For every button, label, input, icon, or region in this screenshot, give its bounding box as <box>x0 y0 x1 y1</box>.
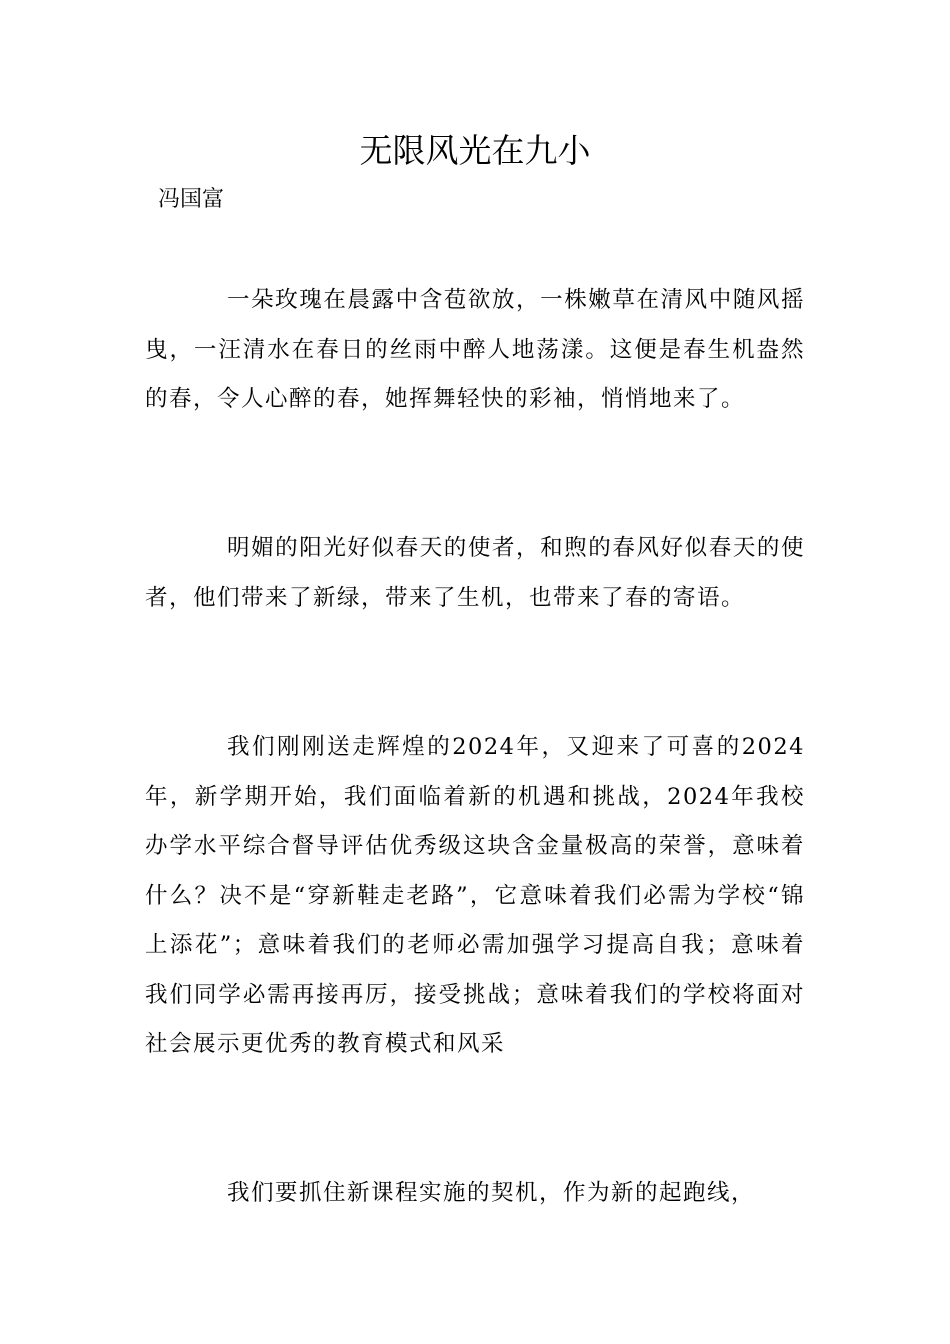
paragraph-4: 我们要抓住新课程实施的契机，作为新的起跑线， <box>227 1180 756 1206</box>
paragraph-1: 一朵玫瑰在晨露中含苞欲放，一株嫩草在清风中随风摇曳，一汪清水在春日的丝雨中醉人地荡漾。这便是春生机盎然的春，令人心醉的春，她挥舞轻快的彩袖，悄悄地来了。 <box>145 287 805 412</box>
paragraph-3: 我们刚刚送走辉煌的2024年，又迎来了可喜的2024年，新学期开始，我们面临着新的机遇和挑战，2024年我校办学水平综合督导评估优秀级这块含金量极高的荣誉，意味着什么？决不是“穿新鞋走老路”，它意味着我们必需为学校“锦上添花”；意味着我们的老师必需加强学习提高自我；意味着我们同学必需再接再厉，接受挑战；意味着我们的学校将面对社会展示更优秀的教育模式和风采 <box>145 734 805 1057</box>
document-title: 无限风光在九小 <box>359 131 591 170</box>
paragraph-2: 明媚的阳光好似春天的使者，和煦的春风好似春天的使者，他们带来了新绿，带来了生机，也带来了春的寄语。 <box>145 535 805 611</box>
author-name: 冯国富 <box>158 187 225 212</box>
